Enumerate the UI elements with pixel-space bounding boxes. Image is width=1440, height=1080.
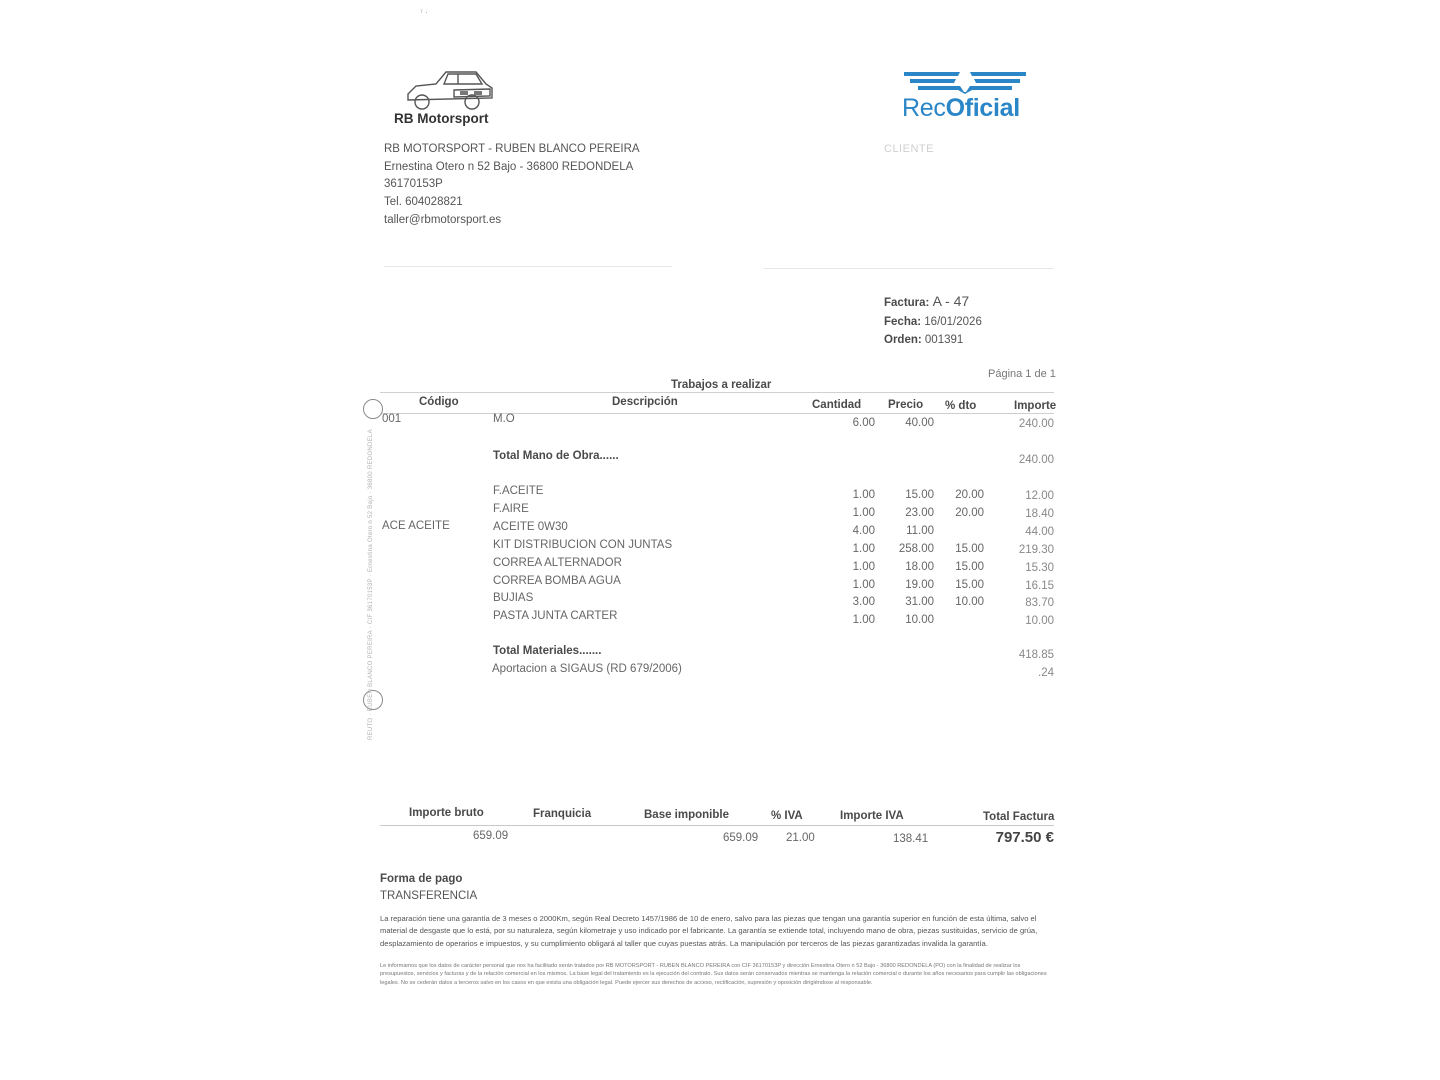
table-row — [0, 575, 1440, 593]
row-precio: 258.00 — [898, 543, 934, 555]
row-importe: 219.30 — [1018, 544, 1054, 556]
side-registry-text: REUTO · RUBEN BLANCO PEREIRA · CIF 36170153P · Ernestina Otero n 52 Bajo · 36800 REDONDELA — [368, 429, 374, 740]
header-descripcion: Descripción — [612, 396, 678, 408]
row-importe: 44.00 — [1025, 526, 1054, 538]
company-details — [384, 141, 640, 230]
recoficial-logo-icon — [900, 70, 1030, 94]
totals-rule — [380, 825, 1054, 826]
total-factura-value: 797.50 € — [995, 829, 1054, 846]
total-labor-row — [0, 450, 1440, 468]
divider — [764, 268, 1054, 269]
scan-specks: ⁷ · — [420, 8, 428, 17]
material-codigo: ACE ACEITE — [382, 520, 450, 532]
table-row — [0, 413, 1440, 431]
header-cantidad: Cantidad — [812, 399, 862, 411]
row-descripcion: ACEITE 0W30 — [493, 521, 568, 533]
table-row — [0, 503, 1440, 521]
row-precio: 19.00 — [905, 579, 934, 591]
row-precio: 31.00 — [905, 596, 934, 608]
total-labor-label: Total Mano de Obra...... — [493, 450, 619, 462]
row-dto: 15.00 — [955, 579, 984, 591]
table-row — [0, 539, 1440, 557]
base-imponible-label: Base imponible — [644, 809, 729, 821]
row-descripcion: BUJIAS — [493, 592, 534, 604]
importe-bruto-label: Importe bruto — [409, 807, 484, 819]
company-legal-name: RB MOTORSPORT - RUBEN BLANCO PEREIRA — [384, 143, 640, 155]
company-tax-id: 36170153P — [384, 178, 443, 191]
row-dto: 20.00 — [955, 489, 984, 501]
row-descripcion: M.O — [493, 413, 515, 425]
iva-pct-value: 21.00 — [786, 832, 815, 844]
header-importe: Importe — [1014, 400, 1057, 412]
payment-value: TRANSFERENCIA — [380, 890, 478, 902]
row-cantidad: 1.00 — [852, 543, 875, 555]
row-precio: 15.00 — [905, 489, 934, 501]
row-cantidad: 6.00 — [852, 417, 875, 429]
sigaus-label: Aportacion a SIGAUS (RD 679/2006) — [492, 663, 682, 675]
row-descripcion: CORREA BOMBA AGUA — [493, 575, 621, 587]
row-descripcion: CORREA ALTERNADOR — [493, 557, 622, 569]
sigaus-importe: .24 — [1038, 667, 1054, 679]
table-row — [0, 610, 1440, 628]
row-cantidad: 1.00 — [852, 561, 875, 573]
row-descripcion: F.ACEITE — [493, 485, 544, 497]
row-importe: 10.00 — [1025, 615, 1054, 627]
table-row — [0, 592, 1440, 610]
total-labor-importe: 240.00 — [1018, 454, 1054, 466]
row-precio: 18.00 — [905, 561, 934, 573]
row-dto: 15.00 — [955, 561, 984, 573]
header-codigo: Código — [419, 396, 459, 408]
table-row — [0, 521, 1440, 539]
row-descripcion: F.AIRE — [493, 503, 529, 515]
importe-iva-label: Importe IVA — [840, 810, 904, 822]
iva-pct-label: % IVA — [771, 810, 803, 822]
car-logo-icon — [402, 64, 498, 114]
row-importe: 16.15 — [1025, 580, 1054, 592]
divider — [384, 266, 672, 267]
warranty-text: La reparación tiene una garantía de 3 meses o 2000Km, según Real Decreto 1457/1986 de 10 de enero, salvo para las piezas que tengan una garantía superior en función de esta última, salvo el material de desgaste que lo está, por su naturaleza, según kilometraje y uso indicado por el fabricante. La garantía se extiende total, incluyendo mano de obra, piezas sustituidas, servicio de grúa, desplazamiento de operarios e impuestos, y su cumplimiento obligará al taller que cuyas puestas atrás. La manipulación por terceros de las piezas garantizadas invalida la garantía. — [380, 914, 1038, 948]
importe-iva-value: 138.41 — [893, 833, 929, 845]
sigaus-row — [0, 663, 1440, 681]
invoice-meta — [884, 292, 982, 350]
total-materials-label: Total Materiales....... — [493, 645, 602, 657]
company-logo-name: RB Motorsport — [394, 111, 489, 126]
row-cantidad: 3.00 — [852, 596, 875, 608]
row-dto: 15.00 — [955, 543, 984, 555]
table-row — [0, 557, 1440, 575]
row-cantidad: 1.00 — [852, 507, 875, 519]
row-importe: 83.70 — [1025, 597, 1054, 609]
table-top-rule — [380, 392, 1054, 393]
row-cantidad: 1.00 — [852, 489, 875, 501]
row-importe: 18.40 — [1025, 508, 1054, 520]
payment-label: Forma de pago — [380, 873, 463, 885]
company-address: Ernestina Otero n 52 Bajo - 36800 REDONDELA — [384, 160, 634, 173]
row-importe: 12.00 — [1025, 490, 1054, 502]
invoice-date: Fecha: 16/01/2026 — [884, 315, 982, 328]
row-precio: 40.00 — [905, 417, 934, 429]
franquicia-label: Franquicia — [533, 808, 592, 820]
importe-bruto-value: 659.09 — [473, 830, 509, 842]
privacy-text: Le informamos que los datos de carácter personal que nos ha facilitado serán tratados por RB MOTORSPORT - RUBEN BLANCO PEREIRA con CIF 36170153P y dirección Ernestina Otero n 52 Bajo - 36800 REDONDELA (PO) con la finalidad de realizar los presupuestos, servicios y facturas y de la relación comercial en los mismos. La base legal del tratamiento es la ejecución del contrato. Sus datos serán conservados mientras se mantenga la relación comercial o durante los años necesarios para cumplir las obligaciones legales. No se cederán datos a terceros salvo en los casos en que exista una obligación legal. Puede ejercer sus derechos de acceso, rectificación, supresión y oposición dirigiéndose al responsable. — [380, 963, 1047, 986]
recoficial-logo-name: RecOficial — [902, 94, 1020, 122]
header-precio: Precio — [888, 399, 924, 411]
total-materials-importe: 418.85 — [1018, 649, 1054, 661]
table-row — [0, 485, 1440, 503]
page-indicator: Página 1 de 1 — [988, 368, 1056, 380]
company-phone: Tel. 604028821 — [384, 196, 463, 209]
row-cantidad: 1.00 — [852, 614, 875, 626]
total-factura-label: Total Factura — [983, 811, 1055, 823]
section-title: Trabajos a realizar — [671, 379, 772, 391]
row-dto: 10.00 — [955, 596, 984, 608]
row-importe: 240.00 — [1018, 418, 1054, 430]
row-descripcion: PASTA JUNTA CARTER — [493, 610, 618, 622]
row-importe: 15.30 — [1025, 562, 1054, 574]
total-materials-row — [0, 645, 1440, 663]
row-precio: 10.00 — [905, 614, 934, 626]
company-email: taller@rbmotorsport.es — [384, 213, 502, 226]
cliente-label: CLIENTE — [884, 143, 934, 155]
row-cantidad: 4.00 — [852, 525, 875, 537]
row-cantidad: 1.00 — [852, 579, 875, 591]
row-precio: 11.00 — [906, 525, 934, 537]
invoice-order: Orden: 001391 — [884, 334, 964, 346]
header-dto: % dto — [945, 400, 977, 412]
invoice-number: Factura: A - 47 — [884, 293, 970, 309]
row-dto: 20.00 — [955, 507, 984, 519]
row-codigo: 001 — [382, 413, 402, 425]
row-descripcion: KIT DISTRIBUCION CON JUNTAS — [493, 539, 673, 551]
base-imponible-value: 659.09 — [723, 832, 759, 844]
row-precio: 23.00 — [905, 507, 934, 519]
